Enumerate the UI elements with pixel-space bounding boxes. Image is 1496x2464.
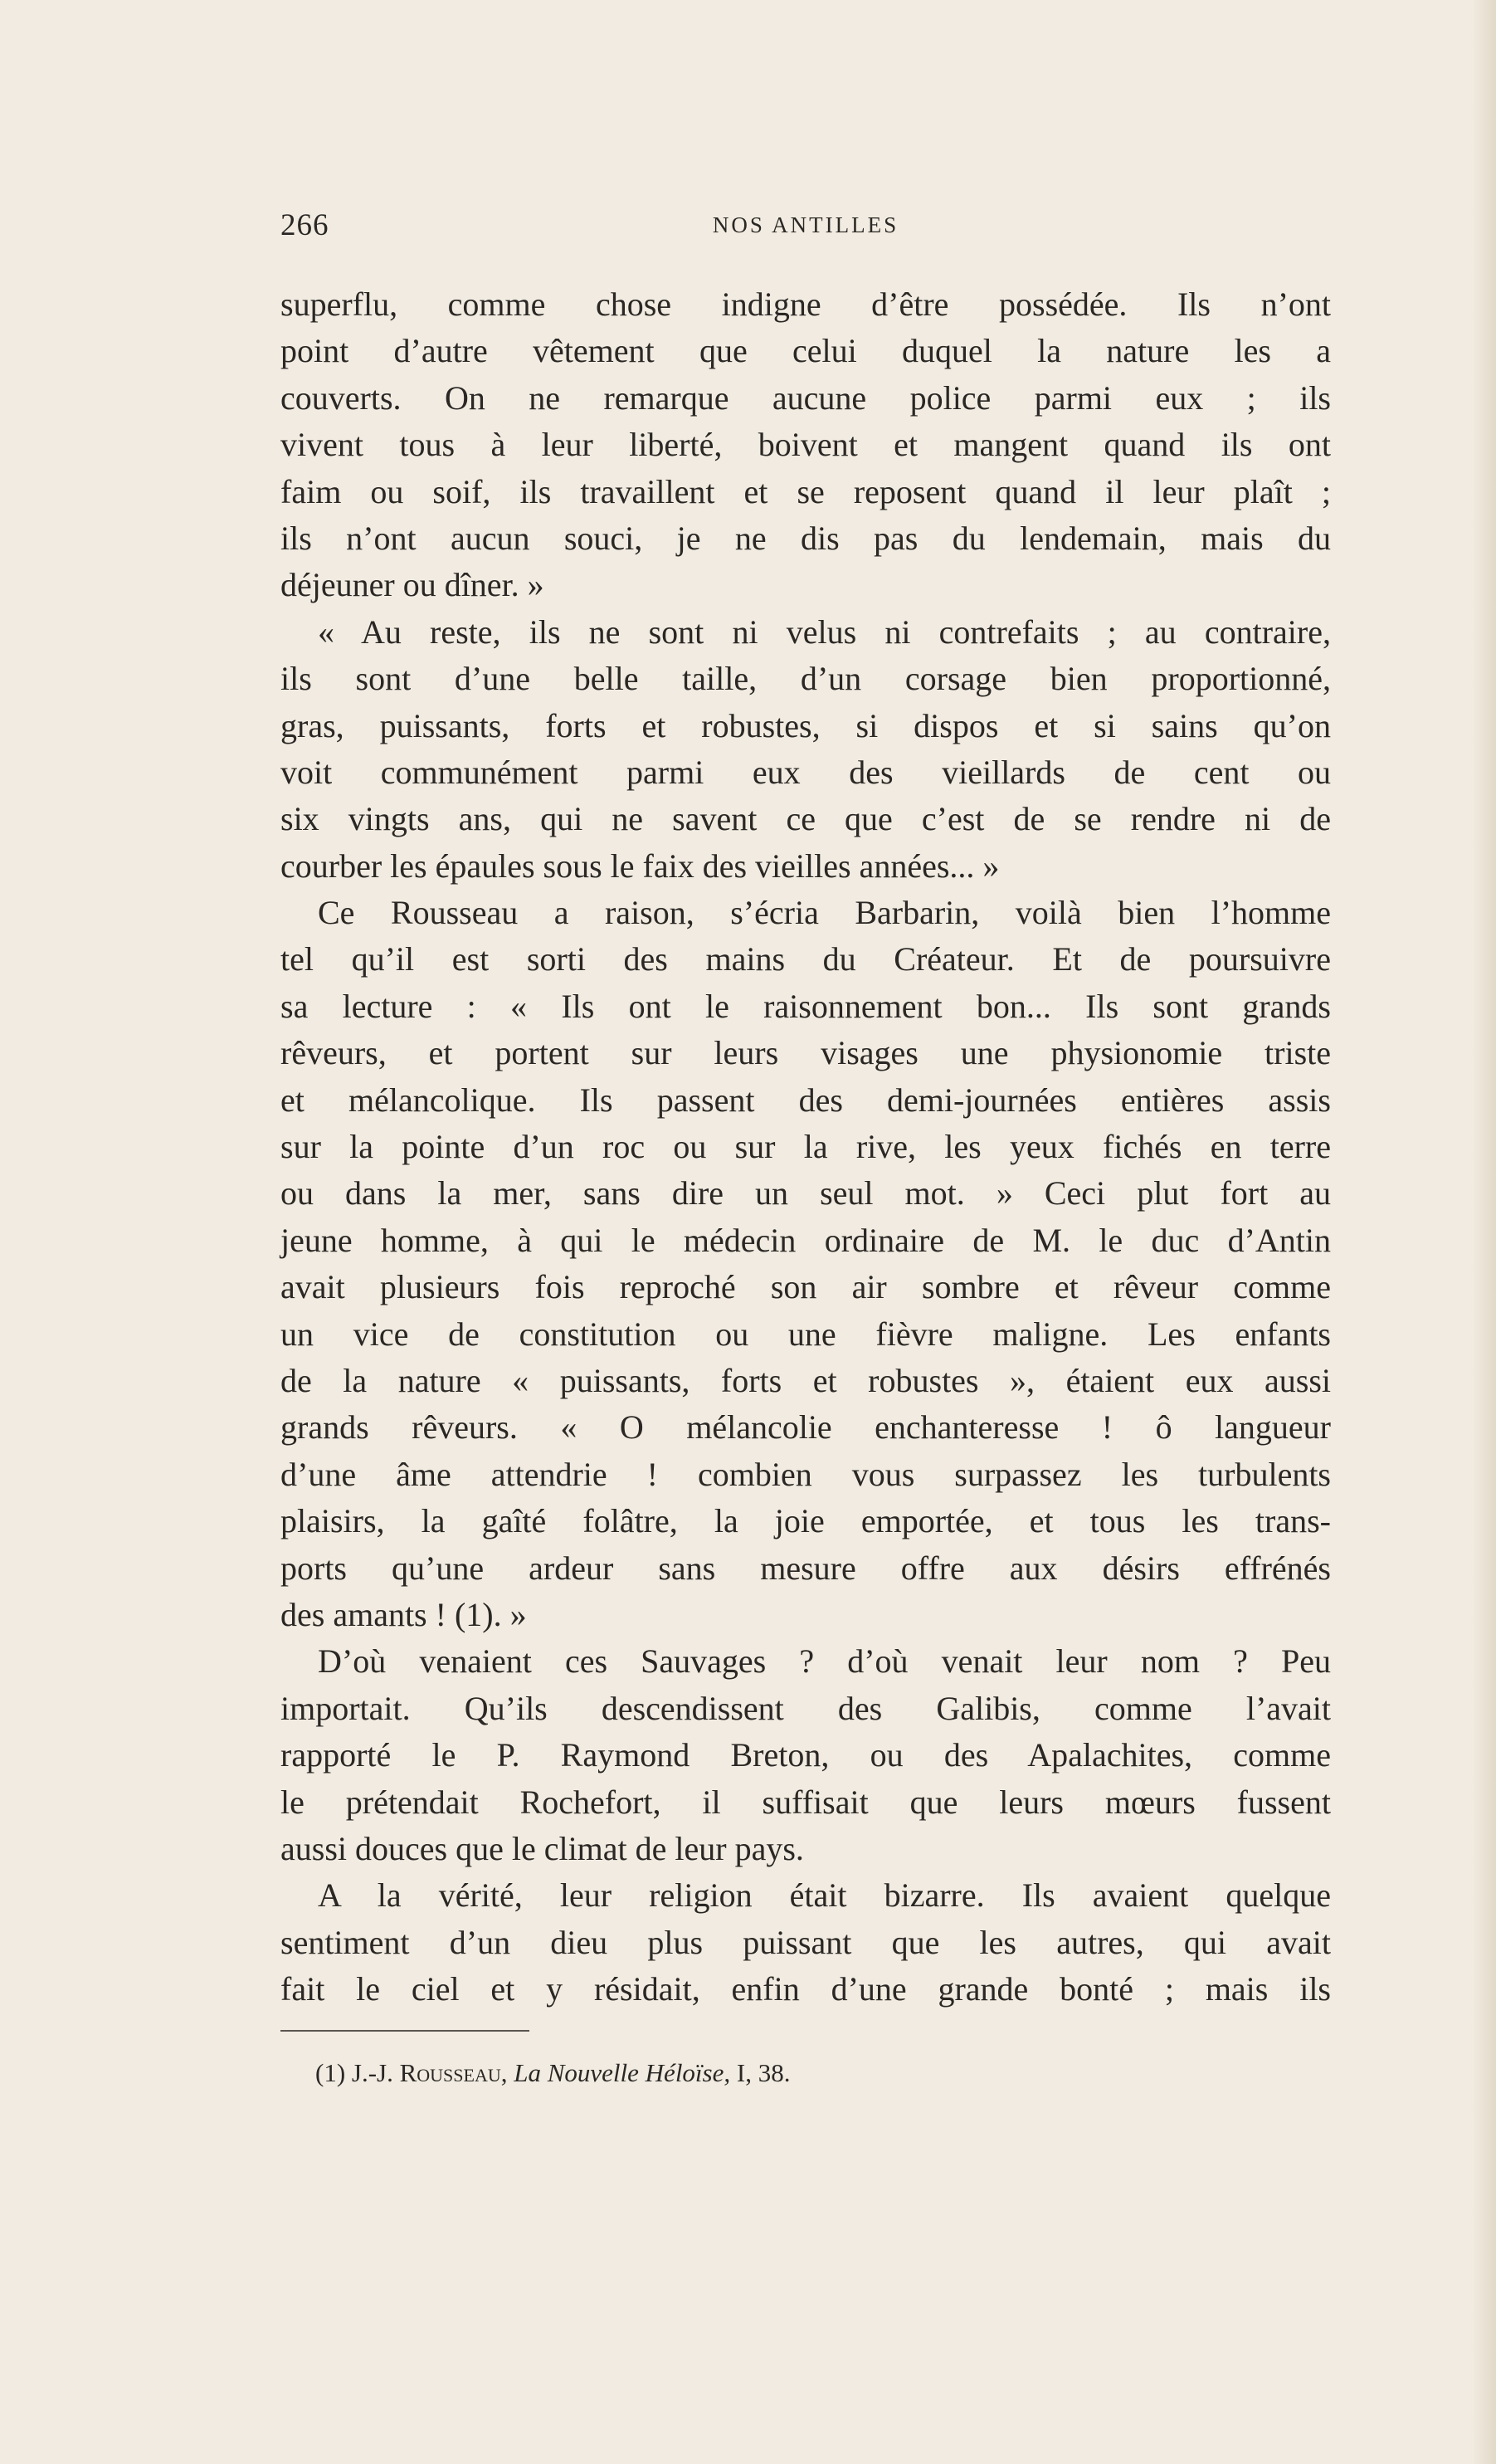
page-header (280, 207, 1331, 246)
text-line: ils sont d’une belle taille, d’un corsage bien proportionné, (280, 660, 1331, 698)
footnote-reference: I, 38. (736, 2058, 791, 2087)
page-edge-shadow (1471, 0, 1496, 2464)
body-text (280, 281, 1331, 2013)
page-number: 266 (280, 208, 329, 242)
text-line: ou dans la mer, sans dire un seul mot. » Ceci plut fort au (280, 1174, 1331, 1212)
text-line: vivent tous à leur liberté, boivent et mangent quand ils ont (280, 426, 1331, 464)
text-line: grands rêveurs. « O mélancolie enchanteresse ! ô langueur (280, 1408, 1331, 1447)
running-title: NOS ANTILLES (712, 212, 899, 237)
footnote-divider (280, 2030, 529, 2032)
text-line: de la nature « puissants, forts et robustes », étaient eux aussi (280, 1361, 1331, 1399)
text-line: d’une âme attendrie ! combien vous surpassez les turbulents (280, 1455, 1331, 1493)
text-line: ports qu’une ardeur sans mesure offre aux désirs effrénés (280, 1549, 1331, 1587)
text-line: des amants ! (1). » (280, 1595, 527, 1633)
text-line: rêveurs, et portent sur leurs visages une physionomie triste (280, 1034, 1331, 1072)
text-line: voit communément parmi eux des vieillards de cent ou (280, 753, 1331, 791)
text-line: Ce Rousseau a raison, s’écria Barbarin, voilà bien l’homme (318, 894, 1331, 932)
text-line: fait le ciel et y résidait, enfin d’une grande bonté ; mais ils (280, 1970, 1331, 2008)
text-line: un vice de constitution ou une fièvre maligne. Les enfants (280, 1315, 1331, 1353)
footnote-marker: (1) (315, 2058, 346, 2087)
text-line: point d’autre vêtement que celui duquel la nature les a (280, 332, 1331, 370)
text-line: déjeuner ou dîner. » (280, 566, 544, 604)
text-line: avait plusieurs fois reproché son air sombre et rêveur comme (280, 1268, 1331, 1306)
text-line: plaisirs, la gaîté folâtre, la joie emportée, et tous les trans- (280, 1502, 1331, 1540)
text-line: A la vérité, leur religion était bizarre. Ils avaient quelque (318, 1876, 1331, 1915)
text-line: « Au reste, ils ne sont ni velus ni contrefaits ; au contraire, (318, 612, 1331, 651)
text-line: faim ou soif, ils travaillent et se reposent quand il leur plaît ; (280, 472, 1331, 510)
text-line: importait. Qu’ils descendissent des Galibis, comme l’avait (280, 1689, 1331, 1727)
footnote-work-title: La Nouvelle Héloïse, (514, 2058, 731, 2087)
footnote (315, 2058, 790, 2088)
text-line: rapporté le P. Raymond Breton, ou des Apalachites, comme (280, 1736, 1331, 1774)
text-line: tel qu’il est sorti des mains du Créateur. Et de poursuivre (280, 940, 1331, 978)
footnote-author-initials: J.-J. (351, 2058, 393, 2087)
text-line: sa lecture : « Ils ont le raisonnement bon... Ils sont grands (280, 987, 1331, 1025)
text-line: D’où venaient ces Sauvages ? d’où venait leur nom ? Peu (318, 1642, 1331, 1681)
text-line: ils n’ont aucun souci, je ne dis pas du lendemain, mais du (280, 519, 1331, 557)
text-line: six vingts ans, qui ne savent ce que c’est de se rendre ni de (280, 800, 1331, 838)
text-line: couverts. On ne remarque aucune police parmi eux ; ils (280, 378, 1331, 417)
text-line: courber les épaules sous le faix des vieilles années... » (280, 847, 1000, 885)
text-line: gras, puissants, forts et robustes, si dispos et si sains qu’on (280, 706, 1331, 744)
text-line: aussi douces que le climat de leur pays. (280, 1829, 804, 1867)
text-line: sentiment d’un dieu plus puissant que les autres, qui avait (280, 1923, 1331, 1961)
text-line: sur la pointe d’un roc ou sur la rive, les yeux fichés en terre (280, 1128, 1331, 1166)
text-line: jeune homme, à qui le médecin ordinaire de M. le duc d’Antin (280, 1221, 1331, 1259)
footnote-author-name: Rousseau, (399, 2058, 508, 2087)
text-line: et mélancolique. Ils passent des demi-journées entières assis (280, 1081, 1331, 1119)
text-line: le prétendait Rochefort, il suffisait que leurs mœurs fussent (280, 1783, 1331, 1821)
text-line: superflu, comme chose indigne d’être possédée. Ils n’ont (280, 285, 1331, 323)
